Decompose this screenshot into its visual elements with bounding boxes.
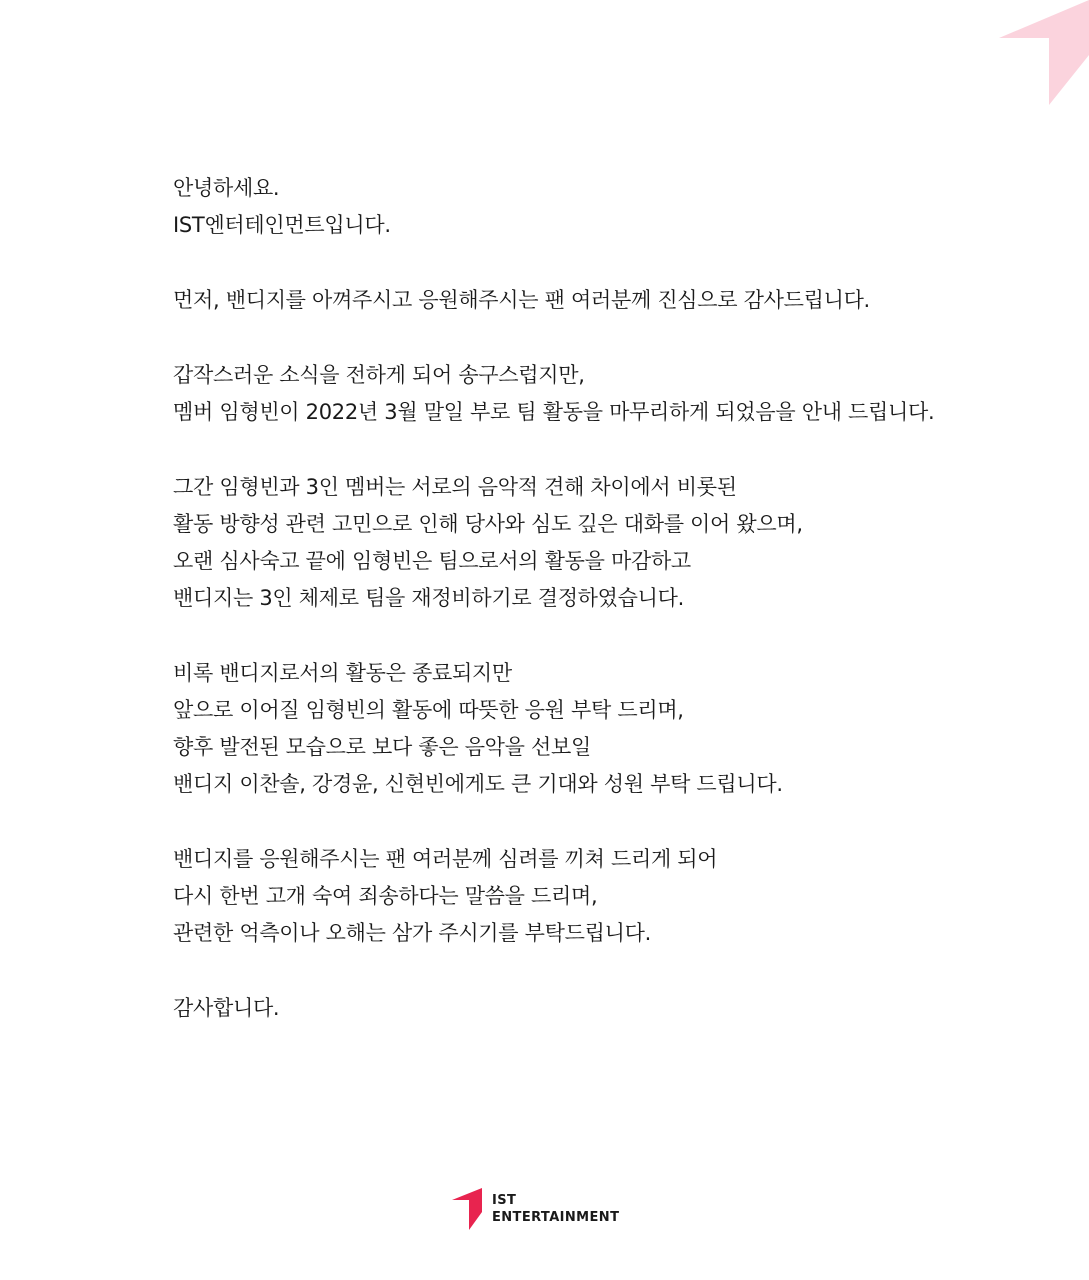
text-line: 관련한 억측이나 오해는 삼가 주시기를 부탁드립니다. — [173, 921, 651, 945]
text-line: IST엔터테인먼트입니다. — [173, 213, 391, 237]
text-line: 먼저, 밴디지를 아껴주시고 응원해주시는 팬 여러분께 진심으로 감사드립니다. — [173, 288, 870, 312]
text-line: 갑작스러운 소식을 전하게 되어 송구스럽지만, — [173, 363, 585, 387]
text-line: 멤버 임형빈이 2022년 3월 말일 부로 팀 활동을 마무리하게 되었음을 안내 드립니다. — [173, 400, 935, 424]
paragraph-notice — [173, 357, 1033, 431]
paragraph-thanks — [173, 282, 1033, 319]
text-line: 앞으로 이어질 임형빈의 활동에 따뜻한 응원 부탁 드리며, — [173, 698, 684, 722]
text-line: 다시 한번 고개 숙여 죄송하다는 말씀을 드리며, — [173, 884, 598, 908]
paragraph-apology — [173, 841, 1033, 952]
text-line: 밴디지 이찬솔, 강경윤, 신현빈에게도 큰 기대와 성원 부탁 드립니다. — [173, 772, 783, 796]
paragraph-background — [173, 469, 1033, 617]
paragraph-closing — [173, 990, 1033, 1027]
paragraph-greeting — [173, 170, 1033, 244]
text-line: 활동 방향성 관련 고민으로 인해 당사와 심도 깊은 대화를 이어 왔으며, — [173, 512, 803, 536]
paragraph-support — [173, 655, 1033, 803]
logo-text-ist: IST — [492, 1193, 517, 1208]
brand-corner-mark-icon — [999, 0, 1089, 110]
ist-logo-mark-icon — [452, 1188, 482, 1230]
text-line: 비록 밴디지로서의 활동은 종료되지만 — [173, 661, 512, 685]
logo-text-entertainment: ENTERTAINMENT — [492, 1210, 620, 1225]
text-line: 감사합니다. — [173, 996, 280, 1020]
text-line: 안녕하세요. — [173, 176, 280, 200]
text-line: 밴디지를 응원해주시는 팬 여러분께 심려를 끼쳐 드리게 되어 — [173, 847, 718, 871]
text-line: 향후 발전된 모습으로 보다 좋은 음악을 선보일 — [173, 735, 591, 759]
text-line: 밴디지는 3인 체제로 팀을 재정비하기로 결정하였습니다. — [173, 586, 684, 610]
announcement-letter — [173, 170, 1033, 1065]
ist-entertainment-logo — [452, 1188, 619, 1230]
text-line: 오랜 심사숙고 끝에 임형빈은 팀으로서의 활동을 마감하고 — [173, 549, 691, 573]
text-line: 그간 임형빈과 3인 멤버는 서로의 음악적 견해 차이에서 비롯된 — [173, 475, 737, 499]
logo-wordmark — [492, 1192, 619, 1226]
